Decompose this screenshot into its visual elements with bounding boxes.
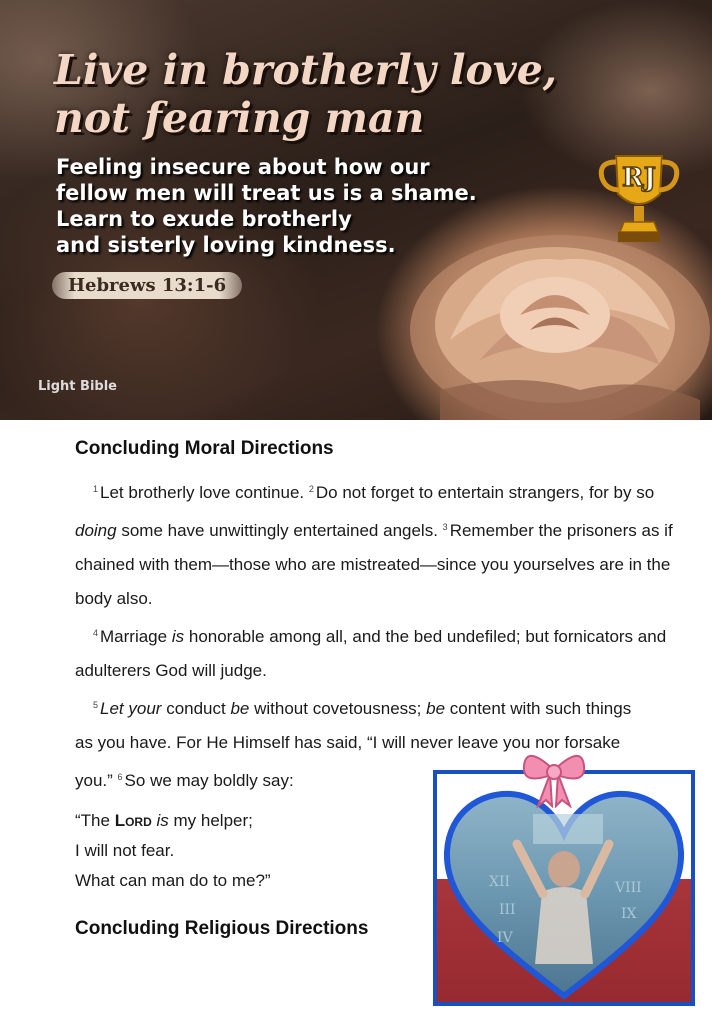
banner-subtitle-line1: Feeling insecure about how our: [56, 155, 430, 179]
verse-text: conduct: [166, 699, 226, 718]
poetry-text: “The: [75, 811, 110, 830]
verse-text: content with such things as you have. For He Himself has said, “I will never leave you nor forsake you.”: [75, 699, 632, 790]
verse-text: Let brotherly love continue.: [100, 483, 305, 502]
header-banner: [0, 0, 712, 420]
verse-text: Do not forget to entertain strangers, for by so: [315, 483, 655, 502]
trophy-letters: RJ: [622, 163, 656, 193]
heart-frame: [437, 774, 691, 1002]
clock-numeral: III: [499, 902, 516, 918]
poetry-text: my helper;: [173, 811, 253, 830]
banner-subtitle: [56, 154, 576, 258]
banner-subtitle-line2: fellow men will treat us is a shame.: [56, 181, 477, 205]
poetry-line-3: What can man do to me?”: [75, 871, 271, 890]
banner-title-line2: not fearing man: [54, 94, 425, 142]
verse-text: honorable among all, and the bed undefiled; but fornicators and adulterers God will judge.: [75, 627, 667, 680]
verse-emphasis: be: [426, 699, 446, 718]
verse-emphasis: is: [171, 627, 185, 646]
verse-text: Remember the prisoners as if chained with them—those who are mistreated—since you yourselves are in the body also.: [75, 521, 673, 608]
verse-emphasis: Let your: [100, 699, 162, 718]
clock-numeral: XII: [489, 874, 511, 890]
banner-title-line1: Live in brotherly love,: [54, 46, 558, 94]
credit-label: Light Bible: [38, 379, 117, 394]
paragraph-verses-1-3: [75, 472, 675, 616]
paragraph-verse-4: [75, 616, 675, 688]
verse-number: 1: [93, 484, 99, 494]
verse-number: 3: [442, 522, 448, 532]
verse-number: 2: [308, 484, 314, 494]
scripture-reference-badge: Hebrews 13:1-6: [52, 272, 242, 299]
divine-name: Lord: [114, 811, 152, 830]
verse-number: 4: [93, 628, 99, 638]
trophy-icon: [594, 148, 684, 248]
verse-text: some have unwittingly entertained angels.: [121, 521, 438, 540]
poetry-line-2: I will not fear.: [75, 841, 175, 860]
clock-numeral: VIII: [615, 880, 642, 896]
verse-text: Marriage: [100, 627, 168, 646]
clock-numeral: IV: [497, 930, 513, 946]
section-heading-religious: Concluding Religious Directions: [75, 918, 369, 939]
banner-subtitle-line3: Learn to exude brotherly: [56, 207, 352, 231]
verse-emphasis: doing: [75, 521, 117, 540]
verse-number: 5: [93, 700, 99, 710]
clock-numeral: IX: [621, 906, 637, 922]
section-heading-moral: Concluding Moral Directions: [75, 438, 334, 459]
verse-number: 6: [117, 772, 123, 782]
verse-emphasis: is: [156, 811, 169, 830]
banner-subtitle-line4: and sisterly loving kindness.: [56, 233, 396, 257]
verse-text: without covetousness;: [254, 699, 422, 718]
verse-emphasis: be: [230, 699, 250, 718]
verse-text: So we may boldly say:: [124, 771, 294, 790]
bow-icon: [520, 744, 588, 808]
banner-title: [54, 46, 557, 142]
